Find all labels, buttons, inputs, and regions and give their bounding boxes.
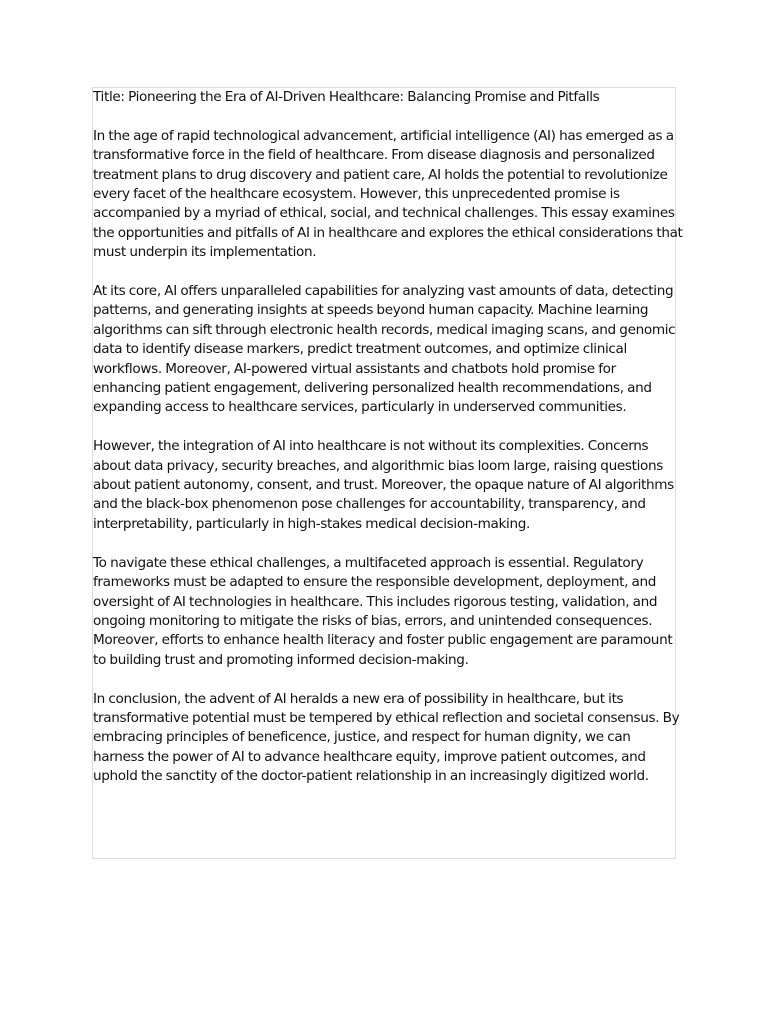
- essay-paragraph-capabilities: At its core, AI offers unparalleled capabilities for analyzing vast amounts of data, detecting patterns, and generating insights at speeds beyond human capacity. Machine learning algorithms can sift through electronic health records, medical imaging scans, and genomic data to identify disease markers, predict treatment outcomes, and optimize clinical workflows. Moreover, AI-powered virtual assistants and chatbots hold promise for enhancing patient engagement, delivering personalized health recommendations, and expanding access to healthcare services, particularly in underserved communities.: [93, 283, 676, 416]
- essay-title: Title: Pioneering the Era of AI-Driven Healthcare: Balancing Promise and Pitfalls: [93, 89, 600, 105]
- essay-paragraph-intro: In the age of rapid technological advancement, artificial intelligence (AI) has emerged as a transformative force in the field of healthcare. From disease diagnosis and personalized treatment plans to drug discovery and patient care, AI holds the potential to revolutionize every facet of the healthcare ecosystem. However, this unprecedented promise is accompanied by a myriad of ethical, social, and technical challenges. This essay examines the opportunities and pitfalls of AI in healthcare and explores the ethical considerations that must underpin its implementation.: [93, 127, 683, 261]
- essay-paragraph-conclusion: In conclusion, the advent of AI heralds a new era of possibility in healthcare, but its transformative potential must be tempered by ethical reflection and societal consensus. By embracing principles of beneficence, justice, and respect for human dignity, we can harness the power of AI to advance healthcare equity, improve patient outcomes, and uphold the sanctity of the doctor-patient relationship in an increasingly digitized world.: [93, 690, 680, 785]
- essay-document: [93, 88, 685, 787]
- essay-paragraph-approach: To navigate these ethical challenges, a multifaceted approach is essential. Regulatory frameworks must be adapted to ensure the responsible development, deployment, and oversight of AI technologies in healthcare. This includes rigorous testing, validation, and ongoing monitoring to mitigate the risks of bias, errors, and unintended consequences. Moreover, efforts to enhance health literacy and foster public engagement are paramount to building trust and promoting informed decision-making.: [93, 554, 673, 668]
- essay-paragraph-complexities: However, the integration of AI into healthcare is not without its complexities. Concerns about data privacy, security breaches, and algorithmic bias loom large, raising questions about patient autonomy, consent, and trust. Moreover, the opaque nature of AI algorithms and the black-box phenomenon pose challenges for accountability, transparency, and interpretability, particularly in high-stakes medical decision-making.: [93, 438, 674, 532]
